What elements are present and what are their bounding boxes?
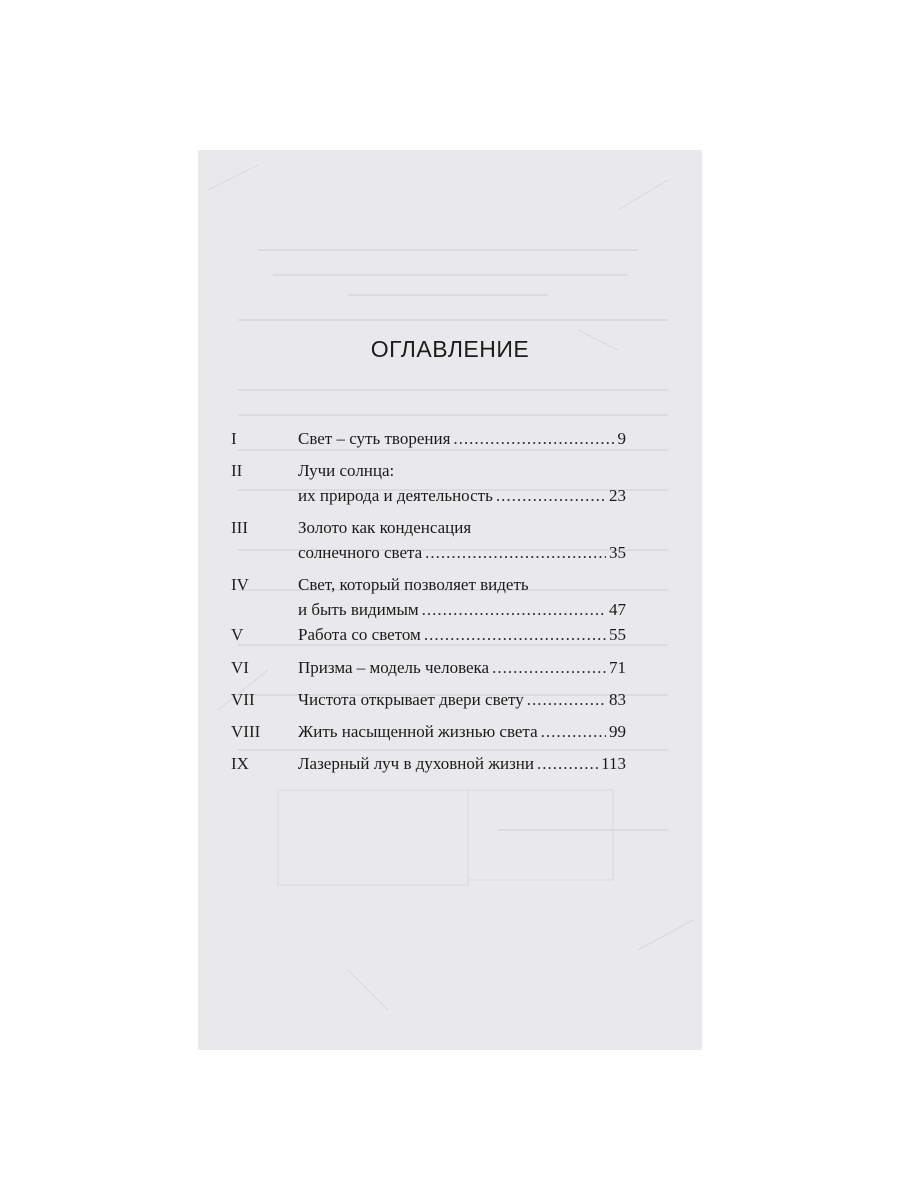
- toc-entry-title: и быть видимым: [298, 600, 419, 619]
- toc-entry-title: Работа со светом: [298, 625, 421, 644]
- toc-chapter-number: VIII: [231, 722, 261, 741]
- toc-leader-dots: [496, 486, 606, 506]
- toc-page-number: 83: [609, 690, 626, 709]
- toc-entry-line: [298, 600, 626, 620]
- toc-entry-line: [298, 429, 626, 449]
- toc-page-number: 71: [609, 658, 626, 677]
- toc-entry-title: Чистота открывает двери свету: [298, 690, 524, 709]
- toc-chapter-number: VII: [231, 690, 255, 709]
- toc-leader-dots: [492, 658, 606, 678]
- toc-entry-line: Лучи солнца:: [298, 461, 395, 480]
- book-page: [198, 150, 702, 1050]
- toc-chapter-number: II: [231, 461, 243, 480]
- toc-leader-dots: [537, 754, 598, 774]
- toc-chapter-number: VI: [231, 658, 249, 677]
- toc-chapter-number: I: [231, 429, 237, 448]
- toc-leader-dots: [527, 690, 606, 710]
- toc-entry-line: [298, 722, 626, 742]
- toc-entry-title: их природа и деятельность: [298, 486, 493, 505]
- toc-chapter-number: III: [231, 518, 248, 537]
- page-title: ОГЛАВЛЕНИЕ: [370, 336, 530, 362]
- toc-entry-title: Свет – суть творения: [298, 429, 451, 448]
- table-of-contents: [198, 150, 702, 1050]
- toc-leader-dots: [422, 600, 606, 620]
- toc-entry-line: [298, 625, 626, 645]
- toc-entry-title: Лазерный луч в духовной жизни: [298, 754, 534, 773]
- toc-chapter-number: IV: [231, 575, 249, 594]
- toc-entry-line: [298, 754, 626, 774]
- toc-page-number: 113: [601, 754, 626, 773]
- toc-entry-line: Свет, который позволяет видеть: [298, 575, 529, 594]
- toc-page-number: 99: [609, 722, 626, 741]
- toc-chapter-number: IX: [231, 754, 249, 773]
- toc-entry-line: [298, 658, 626, 678]
- toc-leader-dots: [425, 543, 606, 563]
- toc-entry-line: [298, 543, 626, 563]
- toc-leader-dots: [424, 625, 606, 645]
- toc-page-number: 35: [609, 543, 626, 562]
- toc-page-number: 55: [609, 625, 626, 644]
- toc-entry-line: Золото как конденсация: [298, 518, 472, 537]
- toc-page-number: 23: [609, 486, 626, 505]
- toc-entry-title: солнечного света: [298, 543, 423, 562]
- toc-leader-dots: [541, 722, 606, 742]
- toc-leader-dots: [453, 429, 614, 449]
- toc-entry-title: Жить насыщенной жизнью света: [298, 722, 538, 741]
- toc-page-number: 47: [609, 600, 626, 619]
- toc-entry-line: [298, 486, 626, 506]
- toc-chapter-number: V: [231, 625, 244, 644]
- toc-page-number: 9: [617, 429, 626, 448]
- toc-entry-title: Призма – модель человека: [298, 658, 490, 677]
- toc-entry-line: [298, 690, 626, 710]
